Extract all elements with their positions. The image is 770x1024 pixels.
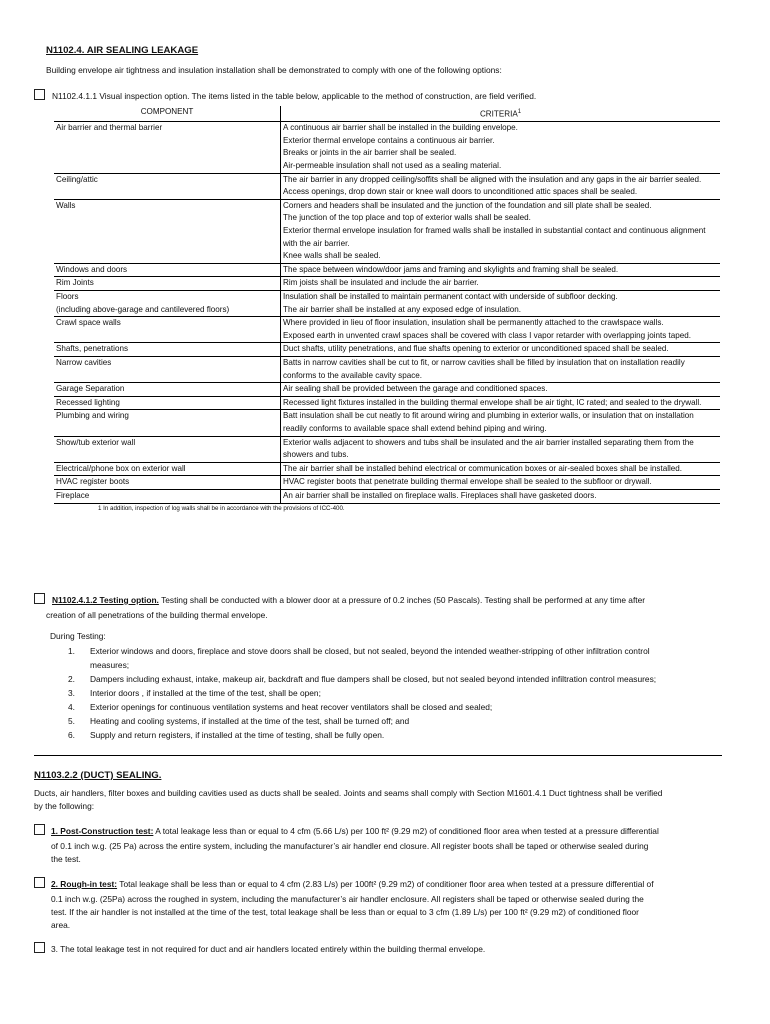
criteria-text: Recessed light fixtures installed in the building thermal envelope shall be air tight, IC rated; and sealed to the drywall. xyxy=(283,397,702,407)
criteria-cell xyxy=(281,489,721,503)
rough-in-text: Total leakage shall be less than or equal to 4 cfm (2.83 L/s) per 100ft² (9.29 m2) of conditioner floor area when tested at a pressure differential of xyxy=(117,879,654,889)
step-text: Interior doors , if installed at the time of the test, shall be open; xyxy=(90,688,321,698)
criteria-text: Air-permeable insulation shall not used as a sealing material. xyxy=(283,161,502,171)
within-envelope-checkbox[interactable] xyxy=(34,942,45,953)
visual-inspection-checkbox[interactable] xyxy=(34,89,45,100)
component-label: Garage Separation xyxy=(56,384,125,394)
criteria-text: A continuous air barrier shall be installed in the building envelope. xyxy=(283,123,518,133)
component-cell xyxy=(54,277,281,291)
component-label: Floors xyxy=(56,292,79,301)
criteria-cell xyxy=(281,277,721,291)
criteria-cell xyxy=(281,476,721,490)
criteria-label: CRITERIA xyxy=(479,109,518,119)
table-header-criteria xyxy=(281,106,721,122)
list-item xyxy=(50,686,730,700)
post-construction-line-1 xyxy=(51,824,659,838)
criteria-text: HVAC register boots that penetrate building thermal envelope shall be sealed to the subfloor or drywall. xyxy=(283,477,652,487)
criteria-cell xyxy=(281,317,721,343)
criteria-text: Insulation shall be installed to maintain permanent contact with underside of subfloor decking. xyxy=(283,292,618,301)
component-label: Narrow cavities xyxy=(56,357,112,367)
criteria-footnote-mark: 1 xyxy=(517,109,522,115)
criteria-text: Exterior walls adjacent to showers and tubs shall be insulated and the air barrier installed separating them from the showers and tubs. xyxy=(283,437,694,460)
testing-steps-list xyxy=(50,644,730,742)
criteria-cell xyxy=(281,199,721,263)
post-construction-test-checkbox[interactable] xyxy=(34,824,45,835)
rough-in-label: 2. Rough-in test: xyxy=(51,879,118,889)
component-cell xyxy=(54,343,281,357)
criteria-text: Breaks or joints in the air barrier shall be sealed. xyxy=(283,148,457,158)
post-construction-line-2: of 0.1 inch w.g. (25 Pa) across the entire system, including the manufacturer’s air handler end closure. All register boots shall be taped or otherwise sealed during xyxy=(51,841,649,851)
criteria-text: Exterior thermal envelope insulation for framed walls shall be installed in substantial contact and continuous alignment with the air barrier. xyxy=(283,226,706,248)
table-row xyxy=(54,436,720,462)
component-label: Windows and doors xyxy=(56,264,128,274)
criteria-cell xyxy=(281,173,721,199)
criteria-cell xyxy=(281,436,721,462)
step-text: Supply and return registers, if installed at the time of testing, shall be fully open. xyxy=(90,730,385,740)
component-label: Air barrier and thermal barrier xyxy=(56,123,163,133)
criteria-text: The space between window/door jams and framing and skylights and framing shall be sealed. xyxy=(283,264,619,274)
component-cell xyxy=(54,263,281,277)
within-envelope-text: 3. The total leakage test in not required for duct and air handlers located entirely within the building thermal envelope. xyxy=(51,944,486,954)
criteria-cell xyxy=(281,122,721,173)
table-row xyxy=(54,291,720,317)
table-row xyxy=(54,317,720,343)
step-text: Dampers including exhaust, intake, makeup air, backdraft and flue dampers shall be closed, but not sealed beyond intended infiltration control measures; xyxy=(90,674,657,684)
list-item xyxy=(50,672,730,686)
testing-option-paragraph xyxy=(52,593,742,607)
component-label: (including above-garage and cantilevered floors) xyxy=(56,304,230,314)
list-item xyxy=(50,714,730,728)
table-row xyxy=(54,122,720,173)
component-label: HVAC register boots xyxy=(56,477,130,487)
component-cell xyxy=(54,291,281,317)
section-title-air-sealing: N1102.4. AIR SEALING LEAKAGE xyxy=(46,45,199,56)
table-row xyxy=(54,410,720,436)
table-row xyxy=(54,396,720,410)
air-sealing-table xyxy=(54,106,720,504)
testing-option-label: N1102.4.1.2 Testing option. xyxy=(52,595,159,605)
criteria-text: The air barrier shall be installed behind electrical or communication boxes or air-sealed boxes shall be installed. xyxy=(283,463,683,473)
component-cell xyxy=(54,356,281,382)
criteria-text: Access openings, drop down stair or knee wall doors to unconditioned attic spaces shall be sealed. xyxy=(283,187,638,197)
table-row xyxy=(54,462,720,476)
rough-in-line-4: area. xyxy=(51,920,71,930)
criteria-text: Exterior thermal envelope contains a continuous air barrier. xyxy=(283,135,495,145)
step-text: measures; xyxy=(90,660,130,670)
component-label: Crawl space walls xyxy=(56,318,121,328)
table-header-component: COMPONENT xyxy=(54,106,281,122)
criteria-cell xyxy=(281,343,721,357)
criteria-text: The junction of the top place and top of exterior walls shall be sealed. xyxy=(283,213,531,223)
table-row xyxy=(54,476,720,490)
criteria-cell xyxy=(281,383,721,397)
visual-inspection-option-text: N1102.4.1.1 Visual inspection option. The items listed in the table below, applicable to the method of construction, are field verified. xyxy=(52,91,537,101)
component-cell xyxy=(54,317,281,343)
criteria-text: Rim joists shall be insulated and include the air barrier. xyxy=(283,278,479,288)
duct-intro-line-2: by the following: xyxy=(34,801,95,811)
list-item xyxy=(50,700,730,714)
step-number xyxy=(50,658,90,672)
criteria-text: Batts in narrow cavities shall be cut to fit, or narrow cavities shall be filled by insulation that on installation readily conforms to the available cavity space. xyxy=(283,357,685,380)
criteria-text: Batt insulation shall be cut neatly to fit around wiring and plumbing in exterior walls, or insulation that on installation readily conforms to available space shall extend behind piping and wiring. xyxy=(283,411,694,433)
table-row xyxy=(54,343,720,357)
component-label: Recessed lighting xyxy=(56,397,120,407)
criteria-text: Exposed earth in unvented crawl spaces shall be covered with class I vapor retarder with overlapping joints taped. xyxy=(283,330,692,340)
step-number: 3. xyxy=(68,688,75,698)
component-cell xyxy=(54,462,281,476)
testing-option-text: Testing shall be conducted with a blower door at a pressure of 0.2 inches (50 Pascals). Testing shall be performed at any time after xyxy=(158,595,646,605)
table-row xyxy=(54,263,720,277)
criteria-text: Where provided in lieu of floor insulation, insulation shall be permanently attached to the crawlspace walls. xyxy=(283,318,664,328)
criteria-text: Air sealing shall be provided between the garage and conditioned spaces. xyxy=(283,384,548,394)
rough-in-line-2: 0.1 inch w.g. (25Pa) across the roughed in system, including the manufacturer’s air handler enclosure. All registers shall be taped or otherwise sealed during the xyxy=(51,894,644,904)
criteria-cell xyxy=(281,263,721,277)
criteria-text: The air barrier in any dropped ceiling/soffits shall be aligned with the insulation and any gaps in the air barrier sealed. xyxy=(283,174,702,184)
list-item xyxy=(50,728,730,742)
component-label: Electrical/phone box on exterior wall xyxy=(56,463,186,473)
table-row xyxy=(54,489,720,503)
testing-option-checkbox[interactable] xyxy=(34,593,45,604)
criteria-text: Knee walls shall be sealed. xyxy=(283,251,381,261)
component-label: Shafts, penetrations xyxy=(56,344,128,354)
criteria-text: Corners and headers shall be insulated and the junction of the foundation and sill plate shall be sealed. xyxy=(283,200,652,210)
table-row xyxy=(54,356,720,382)
table-row xyxy=(54,173,720,199)
rough-in-line-1 xyxy=(51,877,654,891)
section-divider xyxy=(34,755,722,756)
during-testing-label: During Testing: xyxy=(50,631,106,641)
rough-in-test-checkbox[interactable] xyxy=(34,877,45,888)
component-label: Fireplace xyxy=(56,490,90,500)
criteria-cell xyxy=(281,396,721,410)
step-number: 1. xyxy=(68,646,75,656)
criteria-cell xyxy=(281,291,721,317)
step-number: 2. xyxy=(68,674,75,684)
component-cell xyxy=(54,173,281,199)
step-text: Exterior windows and doors, fireplace and stove doors shall be closed, but not sealed, beyond the intended weather-stripping of other infiltration control xyxy=(90,646,650,656)
table-row xyxy=(54,383,720,397)
criteria-cell xyxy=(281,462,721,476)
list-item xyxy=(50,644,730,658)
component-cell xyxy=(54,489,281,503)
post-construction-text: A total leakage less than or equal to 4 cfm (5.66 L/s) per 100 ft² (9.29 m2) of conditioned floor area when tested at a pressure differential xyxy=(153,826,659,836)
component-label: Rim Joints xyxy=(56,278,94,288)
component-cell xyxy=(54,122,281,173)
criteria-text: The air barrier shall be installed at any exposed edge of insulation. xyxy=(283,304,522,314)
step-text: Heating and cooling systems, if installed at the time of the test, shall be turned off; and xyxy=(90,716,410,726)
section-intro: Building envelope air tightness and insulation installation shall be demonstrated to comply with one of the following options: xyxy=(46,65,502,75)
section-title-duct-sealing: N1103.2.2 (DUCT) SEALING. xyxy=(34,770,162,781)
component-cell xyxy=(54,436,281,462)
testing-option-text-2: creation of all penetrations of the building thermal envelope. xyxy=(46,610,268,620)
post-construction-line-3: the test. xyxy=(51,854,81,864)
criteria-text: Duct shafts, utility penetrations, and flue shafts opening to exterior or unconditioned spaced shall be sealed. xyxy=(283,344,669,354)
criteria-cell xyxy=(281,410,721,436)
table-row xyxy=(54,199,720,263)
step-number: 4. xyxy=(68,702,75,712)
table-row xyxy=(54,277,720,291)
criteria-cell xyxy=(281,356,721,382)
step-number: 5. xyxy=(68,716,75,726)
list-item xyxy=(50,658,730,672)
step-number: 6. xyxy=(68,730,75,740)
component-cell xyxy=(54,476,281,490)
duct-intro-line-1: Ducts, air handlers, filter boxes and building cavities used as ducts shall be sealed. Joints and seams shall comply with Section M1601.4.1 Duct tightness shall be verified xyxy=(34,788,663,798)
component-cell xyxy=(54,410,281,436)
component-label: Ceiling/attic xyxy=(56,174,98,184)
component-label: Show/tub exterior wall xyxy=(56,437,136,447)
component-label: Walls xyxy=(56,200,76,210)
component-cell xyxy=(54,199,281,263)
table-footnote: 1 In addition, inspection of log walls shall be in accordance with the provisions of ICC-400. xyxy=(98,505,345,512)
step-text: Exterior openings for continuous ventilation systems and heat recover ventilators shall be closed and sealed; xyxy=(90,702,493,712)
component-cell xyxy=(54,383,281,397)
component-label: Plumbing and wiring xyxy=(56,411,129,421)
criteria-text: An air barrier shall be installed on fireplace walls. Fireplaces shall have gasketed doors. xyxy=(283,490,597,500)
post-construction-label: 1. Post-Construction test: xyxy=(51,826,154,836)
rough-in-line-3: test. If the air handler is not installed at the time of the test, total leakage shall be less than or equal to 3 cfm (1.89 L/s) per 100 ft² (9.29 m2) of conditioned floor xyxy=(51,907,639,917)
component-cell xyxy=(54,396,281,410)
